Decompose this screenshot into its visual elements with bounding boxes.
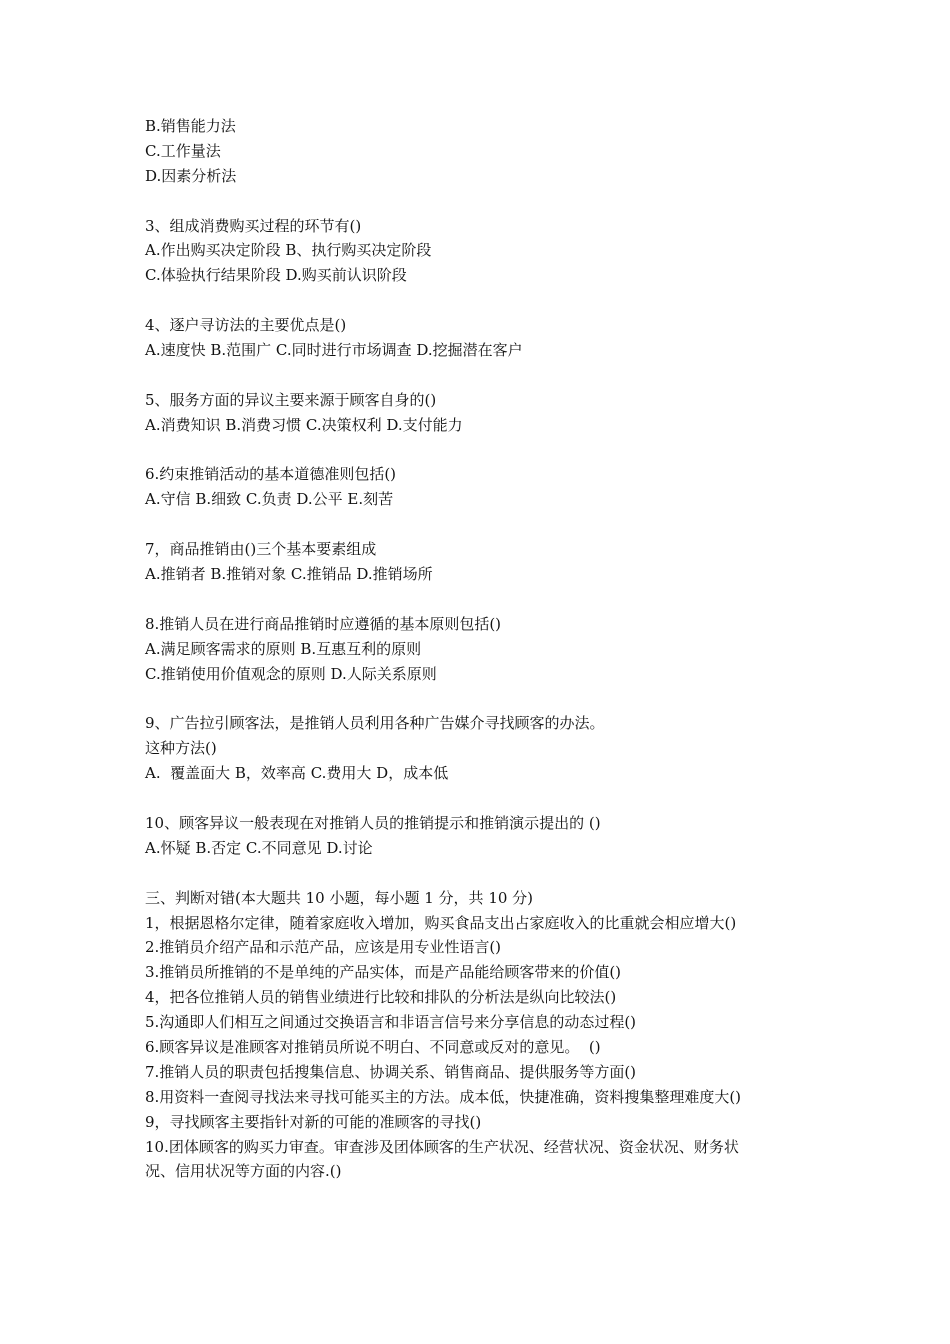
- question-9: [145, 711, 825, 786]
- statement-item: 9，寻找顾客主要指针对新的可能的准顾客的寻找(): [145, 1112, 482, 1131]
- question-stem-continued: 这种方法(): [145, 739, 217, 758]
- option-line: A.推销者 B.推销对象 C.推销品 D.推销场所: [145, 565, 433, 584]
- statement-item: 2.推销员介绍产品和示范产品，应该是用专业性语言(): [145, 938, 502, 957]
- question-stem: 6.约束推销活动的基本道德准则包括(): [145, 465, 397, 484]
- option-line: B.销售能力法: [145, 117, 236, 135]
- statement-item: 6.顾客异议是准顾客对推销员所说不明白、不同意或反对的意见。 (): [145, 1037, 601, 1056]
- option-line: C.工作量法: [145, 141, 221, 160]
- question-5: [145, 388, 825, 438]
- question-stem: 3、组成消费购买过程的环节有(): [145, 216, 362, 235]
- question-4: [145, 313, 825, 363]
- statement-item: 3.推销员所推销的不是单纯的产品实体，而是产品能给顾客带来的价值(): [145, 963, 622, 982]
- option-line: A.速度快 B.范围广 C.同时进行市场调查 D.挖掘潜在客户: [145, 341, 523, 360]
- question-8: [145, 612, 825, 687]
- question-stem: 9、广告拉引顾客法，是推销人员利用各种广告媒介寻找顾客的办法。: [145, 714, 605, 733]
- question-7: [145, 537, 825, 587]
- option-line: A.怀疑 B.否定 C.不同意见 D.讨论: [145, 838, 373, 857]
- statement-item: 4，把各位推销人员的销售业绩进行比较和排队的分析法是纵向比较法(): [145, 988, 617, 1007]
- document-page: [145, 114, 825, 1184]
- question-3: [145, 214, 825, 289]
- question-stem: 8.推销人员在进行商品推销时应遵循的基本原则包括(): [145, 614, 502, 633]
- question-stem: 10、顾客异议一般表现在对推销人员的推销提示和推销演示提出的 (): [145, 813, 601, 832]
- option-line: A.满足顾客需求的原则 B.互惠互利的原则: [145, 639, 422, 658]
- continued-options: [145, 114, 825, 189]
- option-line: C.体验执行结果阶段 D.购买前认识阶段: [145, 266, 407, 285]
- statement-item: 1，根据恩格尔定律，随着家庭收入增加，购买食品支出占家庭收入的比重就会相应增大(): [145, 913, 737, 932]
- question-stem: 7，商品推销由()三个基本要素组成: [145, 540, 377, 559]
- question-stem: 5、服务方面的异议主要来源于顾客自身的(): [145, 390, 437, 409]
- option-line: D.因素分析法: [145, 166, 237, 185]
- option-line: A. 覆盖面大 B，效率高 C.费用大 D，成本低: [145, 764, 449, 783]
- statement-item: 8.用资料一查阅寻找法来寻找可能买主的方法。成本低，快捷准确，资料搜集整理难度大(): [145, 1087, 742, 1106]
- question-stem: 4、逐户寻访法的主要优点是(): [145, 316, 347, 335]
- section-true-false: [145, 886, 825, 1185]
- option-line: A.消费知识 B.消费习惯 C.决策权利 D.支付能力: [145, 415, 463, 434]
- section-heading: 三、判断对错(本大题共 10 小题，每小题 1 分，共 10 分): [145, 888, 534, 907]
- option-line: C.推销使用价值观念的原则 D.人际关系原则: [145, 664, 437, 683]
- question-10: [145, 811, 825, 861]
- statement-item-continued: 况、信用状况等方面的内容.(): [145, 1162, 342, 1181]
- statement-item: 10.团体顾客的购买力审查。审查涉及团体顾客的生产状况、经营状况、资金状况、财务状: [145, 1137, 739, 1156]
- statement-item: 7.推销人员的职责包括搜集信息、协调关系、销售商品、提供服务等方面(): [145, 1062, 637, 1081]
- statement-item: 5.沟通即人们相互之间通过交换语言和非语言信号来分享信息的动态过程(): [145, 1013, 637, 1032]
- option-line: A.作出购买决定阶段 B、执行购买决定阶段: [145, 241, 432, 260]
- option-line: A.守信 B.细致 C.负责 D.公平 E.刻苦: [145, 490, 394, 509]
- question-6: [145, 462, 825, 512]
